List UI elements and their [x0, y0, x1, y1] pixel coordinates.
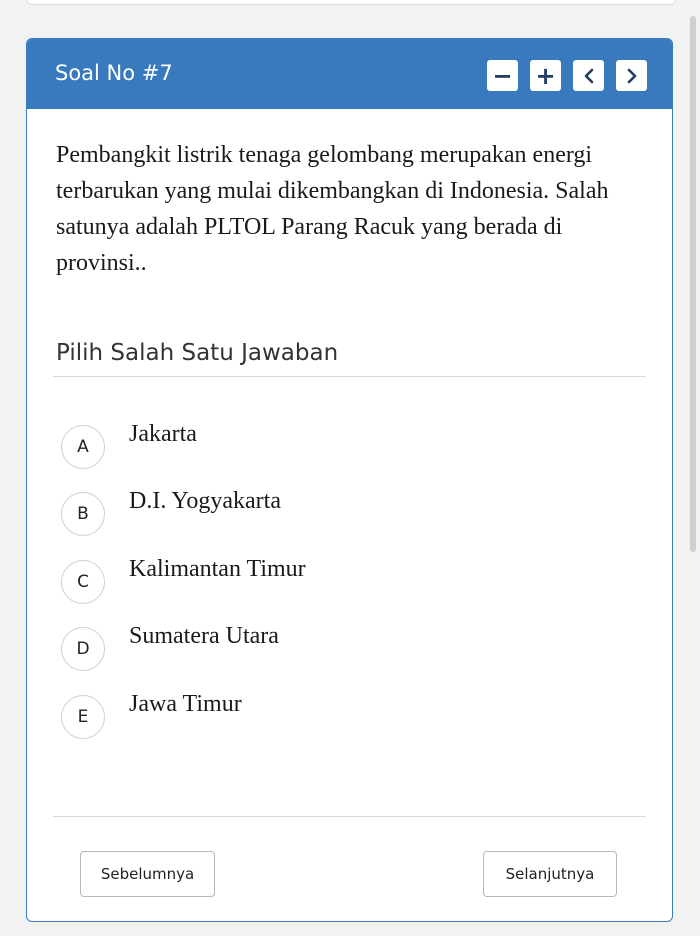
chevron-right-icon: [626, 68, 638, 84]
font-increase-button[interactable]: [530, 60, 561, 91]
option-letter-circle[interactable]: A: [61, 425, 105, 469]
font-decrease-button[interactable]: [487, 60, 518, 91]
scrollbar[interactable]: [690, 16, 696, 552]
option-text: Kalimantan Timur: [129, 556, 306, 582]
option-text: D.I. Yogyakarta: [129, 488, 281, 514]
option-letter-circle[interactable]: D: [61, 627, 105, 671]
question-text: Pembangkit listrik tenaga gelombang merupakan energi terbarukan yang mulai dikembangkan di Indonesia. Salah satunya adalah PLTOL Parang Racuk yang berada di provinsi..: [56, 142, 609, 276]
previous-question-button[interactable]: [573, 60, 604, 91]
chevron-left-icon: [583, 68, 595, 84]
option-letter-circle[interactable]: C: [61, 560, 105, 604]
next-question-button[interactable]: [616, 60, 647, 91]
option-b[interactable]: [61, 488, 621, 538]
previous-card-edge: [26, 0, 676, 5]
heading-divider: [53, 376, 646, 377]
option-text: Sumatera Utara: [129, 623, 279, 649]
footer-divider: [53, 816, 646, 817]
minus-icon: −: [492, 61, 513, 90]
option-letter-circle[interactable]: B: [61, 492, 105, 536]
previous-button[interactable]: Sebelumnya: [80, 851, 215, 897]
plus-icon: +: [535, 61, 556, 90]
answer-heading: Pilih Salah Satu Jawaban: [56, 340, 339, 366]
option-c[interactable]: [61, 556, 621, 606]
next-button[interactable]: Selanjutnya: [483, 851, 617, 897]
question-card: [26, 38, 673, 922]
card-header: [27, 39, 672, 109]
option-d[interactable]: [61, 623, 621, 673]
option-e[interactable]: [61, 691, 621, 741]
option-text: Jakarta: [129, 421, 197, 447]
option-a[interactable]: [61, 421, 621, 471]
question-number-title: Soal No #7: [55, 61, 173, 85]
option-letter-circle[interactable]: E: [61, 695, 105, 739]
option-text: Jawa Timur: [129, 691, 242, 717]
